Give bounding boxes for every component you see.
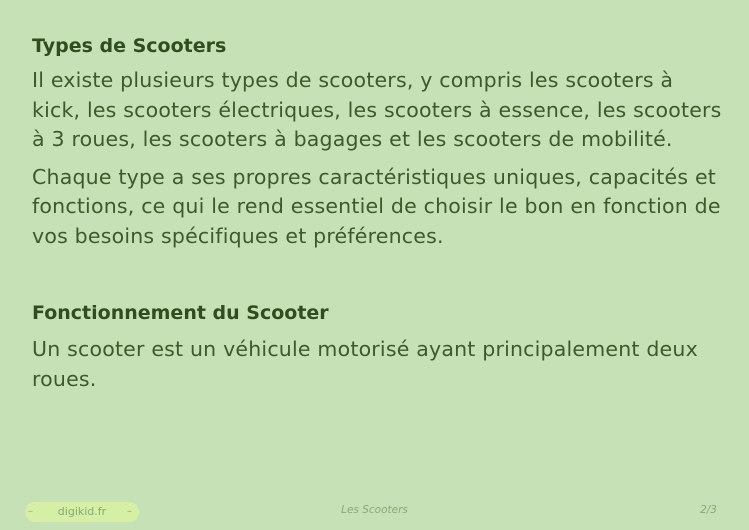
section-title-types: Types de Scooters xyxy=(32,35,227,57)
slide-footer xyxy=(0,500,749,524)
brand-link[interactable]: digikid.fr xyxy=(57,505,107,518)
brand-dash-left: – xyxy=(28,506,33,517)
footer-title: Les Scooters xyxy=(341,504,408,516)
slide-content xyxy=(32,30,722,394)
paragraph-types-choice: Chaque type a ses propres caractéristiques uniques, capacités et fonctions, ce qui le rend essentiel de choisir le bon en fonction de vos besoins spécifiques et préférences. xyxy=(32,164,721,248)
page-number: 2/3 xyxy=(700,504,717,516)
paragraph-fonctionnement: Un scooter est un véhicule motorisé ayant principalement deux roues. xyxy=(32,337,698,391)
paragraph-types-list: Il existe plusieurs types de scooters, y compris les scooters à kick, les scooters électriques, les scooters à essence, les scooters à 3 roues, les scooters à bagages et les scooters de mobilité. xyxy=(32,68,722,151)
section-title-fonctionnement: Fonctionnement du Scooter xyxy=(32,302,329,324)
brand-dash-right: – xyxy=(127,506,132,517)
